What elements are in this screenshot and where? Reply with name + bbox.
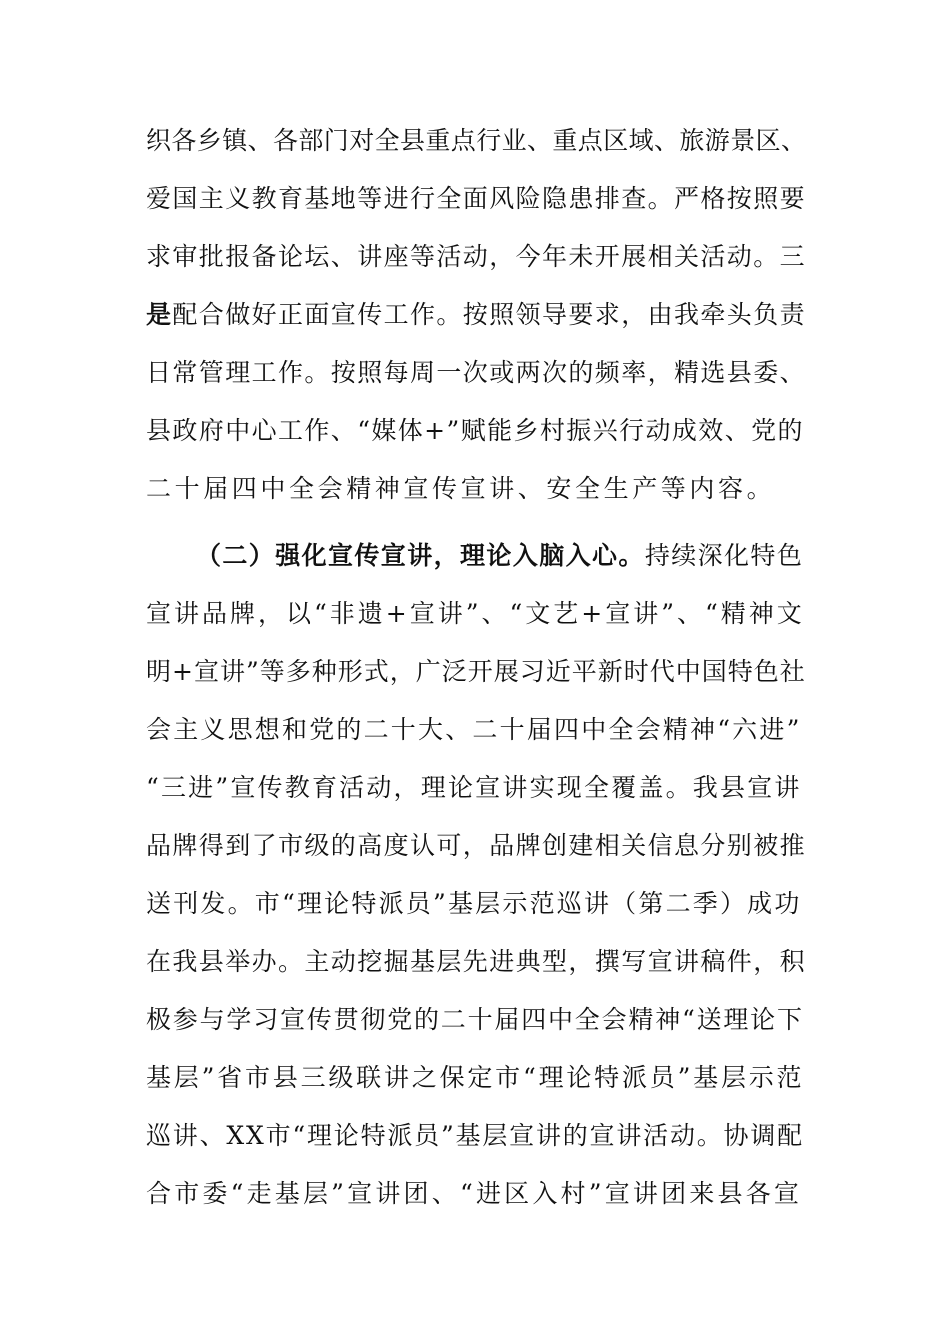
text-line: [196, 536, 806, 576]
text-line: 求审批报备论坛、讲座等活动，今年未开展相关活动。三: [146, 242, 807, 271]
text-line: 巡讲、XX市“理论特派员”基层宣讲的宣讲活动。协调配: [146, 1121, 804, 1150]
text-line: 二十届四中全会精神宣传宣讲、安全生产等内容。: [146, 474, 776, 503]
text-line: 会主义思想和党的二十大、二十届四中全会精神“六进”: [146, 715, 802, 744]
text-line: “三进”宣传教育活动，理论宣讲实现全覆盖。我县宣讲: [146, 773, 802, 802]
text-line: 合市委“走基层”宣讲团、“进区入村”宣讲团来县各宣: [146, 1179, 803, 1208]
text-line: 基层”省市县三级联讲之保定市“理论特派员”基层示范: [146, 1063, 805, 1092]
text-line: 极参与学习宣传贯彻党的二十届四中全会精神“送理论下: [146, 1005, 804, 1034]
text-line: 日常管理工作。按照每周一次或两次的频率，精选县委、: [146, 358, 807, 387]
text-line: 送刊发。市“理论特派员”基层示范巡讲（第二季）成功: [146, 889, 802, 918]
text-line: 爱国主义教育基地等进行全面风险隐患排查。严格按照要: [146, 184, 807, 213]
text-line: 织各乡镇、各部门对全县重点行业、重点区域、旅游景区、: [146, 126, 807, 155]
text-line: [146, 295, 806, 335]
text-line: 在我县举办。主动挖掘基层先进典型，撰写宣讲稿件，积: [146, 947, 807, 976]
text-line: 县政府中心工作、“媒体+”赋能乡村振兴行动成效、党的: [146, 416, 804, 445]
text-span: 配合做好正面宣传工作。按照领导要求，由我牵头负责: [172, 300, 807, 329]
text-line: 宣讲品牌，以“非遗+宣讲”、“文艺+宣讲”、“精神文: [146, 599, 805, 628]
section-heading: （二）强化宣传宣讲，理论入脑入心。: [196, 541, 645, 570]
text-span: 持续深化特色: [644, 541, 804, 570]
text-line: 品牌得到了市级的高度认可，品牌创建相关信息分别被推: [146, 831, 807, 860]
text-line: 明+宣讲”等多种形式，广泛开展习近平新时代中国特色社: [146, 657, 806, 686]
bold-text: 是: [146, 300, 173, 329]
